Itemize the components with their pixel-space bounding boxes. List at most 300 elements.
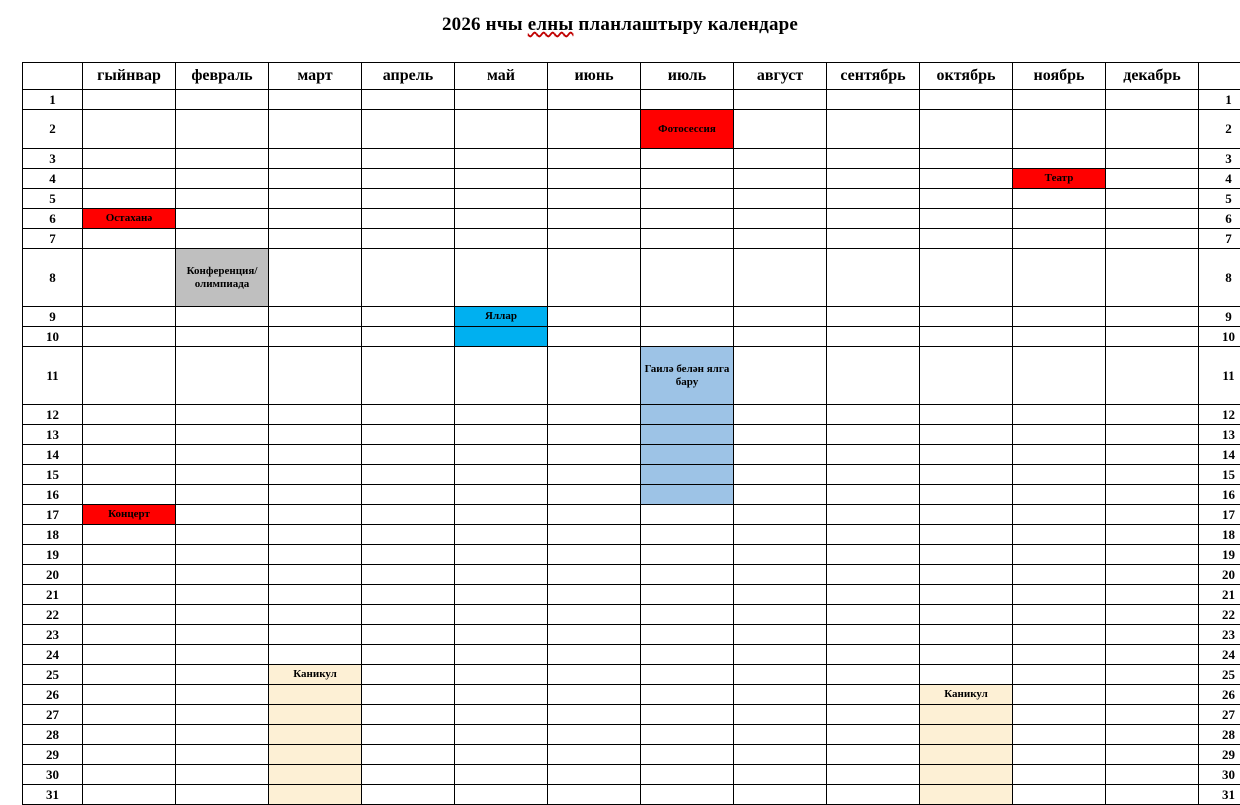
cell-gyjnvar-1[interactable] bbox=[83, 90, 176, 110]
cell-dekabr-28[interactable] bbox=[1106, 725, 1199, 745]
cell-ijun-30[interactable] bbox=[548, 765, 641, 785]
event-yallar-cont[interactable] bbox=[455, 327, 548, 347]
cell-ijun-19[interactable] bbox=[548, 545, 641, 565]
cell-nojabr-18[interactable] bbox=[1013, 525, 1106, 545]
cell-aprel-2[interactable] bbox=[362, 110, 455, 149]
cell-aprel-17[interactable] bbox=[362, 505, 455, 525]
cell-avgust-31[interactable] bbox=[734, 785, 827, 805]
event-kanikul-mart-cont[interactable] bbox=[269, 705, 362, 725]
cell-ijun-13[interactable] bbox=[548, 425, 641, 445]
cell-sentjabr-16[interactable] bbox=[827, 485, 920, 505]
cell-gyjnvar-11[interactable] bbox=[83, 347, 176, 405]
cell-sentjabr-25[interactable] bbox=[827, 665, 920, 685]
cell-ijul-5[interactable] bbox=[641, 189, 734, 209]
cell-maj-30[interactable] bbox=[455, 765, 548, 785]
cell-ijun-24[interactable] bbox=[548, 645, 641, 665]
cell-oktjabr-19[interactable] bbox=[920, 545, 1013, 565]
cell-nojabr-26[interactable] bbox=[1013, 685, 1106, 705]
cell-gyjnvar-30[interactable] bbox=[83, 765, 176, 785]
cell-fevral-18[interactable] bbox=[176, 525, 269, 545]
cell-sentjabr-1[interactable] bbox=[827, 90, 920, 110]
cell-mart-2[interactable] bbox=[269, 110, 362, 149]
event-kanikul-oktjabr-cont[interactable] bbox=[920, 725, 1013, 745]
cell-maj-26[interactable] bbox=[455, 685, 548, 705]
cell-fevral-13[interactable] bbox=[176, 425, 269, 445]
cell-nojabr-6[interactable] bbox=[1013, 209, 1106, 229]
cell-nojabr-28[interactable] bbox=[1013, 725, 1106, 745]
cell-gyjnvar-2[interactable] bbox=[83, 110, 176, 149]
cell-nojabr-13[interactable] bbox=[1013, 425, 1106, 445]
cell-maj-6[interactable] bbox=[455, 209, 548, 229]
cell-avgust-2[interactable] bbox=[734, 110, 827, 149]
cell-ijul-10[interactable] bbox=[641, 327, 734, 347]
cell-nojabr-11[interactable] bbox=[1013, 347, 1106, 405]
cell-oktjabr-2[interactable] bbox=[920, 110, 1013, 149]
cell-ijun-17[interactable] bbox=[548, 505, 641, 525]
cell-aprel-31[interactable] bbox=[362, 785, 455, 805]
cell-sentjabr-14[interactable] bbox=[827, 445, 920, 465]
cell-fevral-3[interactable] bbox=[176, 149, 269, 169]
cell-aprel-27[interactable] bbox=[362, 705, 455, 725]
cell-ijun-11[interactable] bbox=[548, 347, 641, 405]
cell-nojabr-16[interactable] bbox=[1013, 485, 1106, 505]
cell-aprel-9[interactable] bbox=[362, 307, 455, 327]
cell-fevral-1[interactable] bbox=[176, 90, 269, 110]
cell-oktjabr-21[interactable] bbox=[920, 585, 1013, 605]
cell-ijun-18[interactable] bbox=[548, 525, 641, 545]
cell-mart-17[interactable] bbox=[269, 505, 362, 525]
cell-oktjabr-18[interactable] bbox=[920, 525, 1013, 545]
cell-ijul-27[interactable] bbox=[641, 705, 734, 725]
cell-oktjabr-6[interactable] bbox=[920, 209, 1013, 229]
cell-aprel-20[interactable] bbox=[362, 565, 455, 585]
cell-ijun-21[interactable] bbox=[548, 585, 641, 605]
cell-aprel-6[interactable] bbox=[362, 209, 455, 229]
cell-nojabr-27[interactable] bbox=[1013, 705, 1106, 725]
cell-gyjnvar-27[interactable] bbox=[83, 705, 176, 725]
cell-nojabr-15[interactable] bbox=[1013, 465, 1106, 485]
cell-dekabr-6[interactable] bbox=[1106, 209, 1199, 229]
cell-fevral-15[interactable] bbox=[176, 465, 269, 485]
cell-maj-23[interactable] bbox=[455, 625, 548, 645]
cell-aprel-26[interactable] bbox=[362, 685, 455, 705]
cell-ijul-8[interactable] bbox=[641, 249, 734, 307]
cell-gyjnvar-5[interactable] bbox=[83, 189, 176, 209]
cell-maj-20[interactable] bbox=[455, 565, 548, 585]
cell-gyjnvar-26[interactable] bbox=[83, 685, 176, 705]
cell-ijun-31[interactable] bbox=[548, 785, 641, 805]
cell-oktjabr-13[interactable] bbox=[920, 425, 1013, 445]
cell-oktjabr-4[interactable] bbox=[920, 169, 1013, 189]
cell-avgust-21[interactable] bbox=[734, 585, 827, 605]
cell-dekabr-8[interactable] bbox=[1106, 249, 1199, 307]
event-teatr[interactable] bbox=[1013, 169, 1106, 189]
cell-avgust-10[interactable] bbox=[734, 327, 827, 347]
cell-nojabr-23[interactable] bbox=[1013, 625, 1106, 645]
cell-mart-20[interactable] bbox=[269, 565, 362, 585]
cell-aprel-16[interactable] bbox=[362, 485, 455, 505]
cell-dekabr-9[interactable] bbox=[1106, 307, 1199, 327]
cell-ijul-22[interactable] bbox=[641, 605, 734, 625]
cell-aprel-14[interactable] bbox=[362, 445, 455, 465]
cell-nojabr-9[interactable] bbox=[1013, 307, 1106, 327]
cell-ijul-30[interactable] bbox=[641, 765, 734, 785]
cell-ijul-17[interactable] bbox=[641, 505, 734, 525]
cell-fevral-12[interactable] bbox=[176, 405, 269, 425]
cell-fevral-24[interactable] bbox=[176, 645, 269, 665]
cell-maj-5[interactable] bbox=[455, 189, 548, 209]
cell-maj-4[interactable] bbox=[455, 169, 548, 189]
cell-nojabr-17[interactable] bbox=[1013, 505, 1106, 525]
cell-dekabr-2[interactable] bbox=[1106, 110, 1199, 149]
cell-gyjnvar-24[interactable] bbox=[83, 645, 176, 665]
event-yallar[interactable] bbox=[455, 307, 548, 327]
cell-nojabr-14[interactable] bbox=[1013, 445, 1106, 465]
cell-ijun-10[interactable] bbox=[548, 327, 641, 347]
cell-sentjabr-27[interactable] bbox=[827, 705, 920, 725]
cell-fevral-2[interactable] bbox=[176, 110, 269, 149]
cell-nojabr-3[interactable] bbox=[1013, 149, 1106, 169]
cell-sentjabr-10[interactable] bbox=[827, 327, 920, 347]
cell-sentjabr-31[interactable] bbox=[827, 785, 920, 805]
cell-oktjabr-5[interactable] bbox=[920, 189, 1013, 209]
cell-avgust-18[interactable] bbox=[734, 525, 827, 545]
cell-ijul-19[interactable] bbox=[641, 545, 734, 565]
event-fotosessiya[interactable] bbox=[641, 110, 734, 149]
event-ostahana[interactable] bbox=[83, 209, 176, 229]
cell-avgust-19[interactable] bbox=[734, 545, 827, 565]
cell-mart-11[interactable] bbox=[269, 347, 362, 405]
cell-nojabr-21[interactable] bbox=[1013, 585, 1106, 605]
cell-fevral-6[interactable] bbox=[176, 209, 269, 229]
cell-sentjabr-28[interactable] bbox=[827, 725, 920, 745]
cell-mart-15[interactable] bbox=[269, 465, 362, 485]
cell-maj-11[interactable] bbox=[455, 347, 548, 405]
cell-aprel-10[interactable] bbox=[362, 327, 455, 347]
cell-maj-18[interactable] bbox=[455, 525, 548, 545]
cell-oktjabr-12[interactable] bbox=[920, 405, 1013, 425]
cell-aprel-18[interactable] bbox=[362, 525, 455, 545]
cell-mart-1[interactable] bbox=[269, 90, 362, 110]
cell-ijun-27[interactable] bbox=[548, 705, 641, 725]
cell-fevral-5[interactable] bbox=[176, 189, 269, 209]
cell-avgust-17[interactable] bbox=[734, 505, 827, 525]
cell-avgust-28[interactable] bbox=[734, 725, 827, 745]
event-kanikul-mart-cont[interactable] bbox=[269, 725, 362, 745]
cell-sentjabr-11[interactable] bbox=[827, 347, 920, 405]
cell-dekabr-26[interactable] bbox=[1106, 685, 1199, 705]
cell-maj-28[interactable] bbox=[455, 725, 548, 745]
cell-mart-23[interactable] bbox=[269, 625, 362, 645]
cell-mart-19[interactable] bbox=[269, 545, 362, 565]
cell-ijun-4[interactable] bbox=[548, 169, 641, 189]
cell-dekabr-27[interactable] bbox=[1106, 705, 1199, 725]
cell-gyjnvar-3[interactable] bbox=[83, 149, 176, 169]
cell-dekabr-5[interactable] bbox=[1106, 189, 1199, 209]
cell-dekabr-20[interactable] bbox=[1106, 565, 1199, 585]
cell-sentjabr-22[interactable] bbox=[827, 605, 920, 625]
cell-oktjabr-7[interactable] bbox=[920, 229, 1013, 249]
cell-oktjabr-14[interactable] bbox=[920, 445, 1013, 465]
cell-avgust-14[interactable] bbox=[734, 445, 827, 465]
cell-oktjabr-24[interactable] bbox=[920, 645, 1013, 665]
cell-mart-14[interactable] bbox=[269, 445, 362, 465]
cell-sentjabr-20[interactable] bbox=[827, 565, 920, 585]
cell-fevral-22[interactable] bbox=[176, 605, 269, 625]
cell-maj-25[interactable] bbox=[455, 665, 548, 685]
cell-ijul-28[interactable] bbox=[641, 725, 734, 745]
cell-dekabr-25[interactable] bbox=[1106, 665, 1199, 685]
cell-dekabr-22[interactable] bbox=[1106, 605, 1199, 625]
cell-ijul-1[interactable] bbox=[641, 90, 734, 110]
cell-sentjabr-23[interactable] bbox=[827, 625, 920, 645]
cell-ijun-23[interactable] bbox=[548, 625, 641, 645]
cell-maj-13[interactable] bbox=[455, 425, 548, 445]
cell-dekabr-24[interactable] bbox=[1106, 645, 1199, 665]
cell-oktjabr-1[interactable] bbox=[920, 90, 1013, 110]
cell-maj-12[interactable] bbox=[455, 405, 548, 425]
cell-sentjabr-26[interactable] bbox=[827, 685, 920, 705]
event-kanikul-mart[interactable] bbox=[269, 665, 362, 685]
cell-mart-4[interactable] bbox=[269, 169, 362, 189]
cell-aprel-1[interactable] bbox=[362, 90, 455, 110]
cell-sentjabr-17[interactable] bbox=[827, 505, 920, 525]
cell-ijun-14[interactable] bbox=[548, 445, 641, 465]
cell-gyjnvar-15[interactable] bbox=[83, 465, 176, 485]
cell-oktjabr-16[interactable] bbox=[920, 485, 1013, 505]
cell-nojabr-20[interactable] bbox=[1013, 565, 1106, 585]
cell-avgust-15[interactable] bbox=[734, 465, 827, 485]
cell-aprel-22[interactable] bbox=[362, 605, 455, 625]
cell-gyjnvar-12[interactable] bbox=[83, 405, 176, 425]
event-kanikul-oktjabr[interactable] bbox=[920, 685, 1013, 705]
cell-fevral-10[interactable] bbox=[176, 327, 269, 347]
cell-dekabr-17[interactable] bbox=[1106, 505, 1199, 525]
event-kanikul-mart-cont[interactable] bbox=[269, 685, 362, 705]
event-gaila-belan-yalga-baru[interactable] bbox=[641, 347, 734, 405]
cell-avgust-26[interactable] bbox=[734, 685, 827, 705]
cell-gyjnvar-19[interactable] bbox=[83, 545, 176, 565]
cell-sentjabr-5[interactable] bbox=[827, 189, 920, 209]
cell-nojabr-19[interactable] bbox=[1013, 545, 1106, 565]
cell-sentjabr-21[interactable] bbox=[827, 585, 920, 605]
cell-ijul-21[interactable] bbox=[641, 585, 734, 605]
cell-sentjabr-9[interactable] bbox=[827, 307, 920, 327]
cell-gyjnvar-8[interactable] bbox=[83, 249, 176, 307]
cell-fevral-27[interactable] bbox=[176, 705, 269, 725]
cell-fevral-26[interactable] bbox=[176, 685, 269, 705]
cell-sentjabr-18[interactable] bbox=[827, 525, 920, 545]
cell-ijul-20[interactable] bbox=[641, 565, 734, 585]
cell-mart-18[interactable] bbox=[269, 525, 362, 545]
cell-aprel-23[interactable] bbox=[362, 625, 455, 645]
cell-dekabr-31[interactable] bbox=[1106, 785, 1199, 805]
cell-ijun-6[interactable] bbox=[548, 209, 641, 229]
cell-fevral-30[interactable] bbox=[176, 765, 269, 785]
event-gaila-cont[interactable] bbox=[641, 445, 734, 465]
cell-maj-22[interactable] bbox=[455, 605, 548, 625]
cell-avgust-5[interactable] bbox=[734, 189, 827, 209]
cell-oktjabr-10[interactable] bbox=[920, 327, 1013, 347]
cell-aprel-11[interactable] bbox=[362, 347, 455, 405]
cell-maj-7[interactable] bbox=[455, 229, 548, 249]
cell-avgust-16[interactable] bbox=[734, 485, 827, 505]
cell-maj-27[interactable] bbox=[455, 705, 548, 725]
cell-fevral-19[interactable] bbox=[176, 545, 269, 565]
cell-gyjnvar-9[interactable] bbox=[83, 307, 176, 327]
cell-sentjabr-24[interactable] bbox=[827, 645, 920, 665]
cell-dekabr-1[interactable] bbox=[1106, 90, 1199, 110]
cell-avgust-7[interactable] bbox=[734, 229, 827, 249]
cell-sentjabr-4[interactable] bbox=[827, 169, 920, 189]
cell-nojabr-1[interactable] bbox=[1013, 90, 1106, 110]
cell-mart-22[interactable] bbox=[269, 605, 362, 625]
cell-aprel-3[interactable] bbox=[362, 149, 455, 169]
event-kanikul-oktjabr-cont[interactable] bbox=[920, 765, 1013, 785]
cell-maj-31[interactable] bbox=[455, 785, 548, 805]
cell-dekabr-11[interactable] bbox=[1106, 347, 1199, 405]
cell-dekabr-23[interactable] bbox=[1106, 625, 1199, 645]
cell-ijun-2[interactable] bbox=[548, 110, 641, 149]
cell-gyjnvar-18[interactable] bbox=[83, 525, 176, 545]
cell-maj-14[interactable] bbox=[455, 445, 548, 465]
cell-sentjabr-7[interactable] bbox=[827, 229, 920, 249]
cell-mart-8[interactable] bbox=[269, 249, 362, 307]
cell-oktjabr-20[interactable] bbox=[920, 565, 1013, 585]
event-kanikul-oktjabr-cont[interactable] bbox=[920, 705, 1013, 725]
cell-nojabr-22[interactable] bbox=[1013, 605, 1106, 625]
cell-mart-9[interactable] bbox=[269, 307, 362, 327]
event-gaila-cont[interactable] bbox=[641, 405, 734, 425]
cell-dekabr-18[interactable] bbox=[1106, 525, 1199, 545]
cell-ijun-16[interactable] bbox=[548, 485, 641, 505]
cell-ijul-7[interactable] bbox=[641, 229, 734, 249]
cell-ijul-4[interactable] bbox=[641, 169, 734, 189]
cell-fevral-21[interactable] bbox=[176, 585, 269, 605]
cell-aprel-21[interactable] bbox=[362, 585, 455, 605]
cell-ijun-26[interactable] bbox=[548, 685, 641, 705]
cell-gyjnvar-28[interactable] bbox=[83, 725, 176, 745]
cell-dekabr-14[interactable] bbox=[1106, 445, 1199, 465]
cell-aprel-24[interactable] bbox=[362, 645, 455, 665]
cell-maj-17[interactable] bbox=[455, 505, 548, 525]
cell-ijun-9[interactable] bbox=[548, 307, 641, 327]
cell-sentjabr-8[interactable] bbox=[827, 249, 920, 307]
cell-gyjnvar-14[interactable] bbox=[83, 445, 176, 465]
cell-avgust-20[interactable] bbox=[734, 565, 827, 585]
cell-oktjabr-15[interactable] bbox=[920, 465, 1013, 485]
cell-dekabr-10[interactable] bbox=[1106, 327, 1199, 347]
cell-ijun-7[interactable] bbox=[548, 229, 641, 249]
cell-oktjabr-22[interactable] bbox=[920, 605, 1013, 625]
cell-aprel-8[interactable] bbox=[362, 249, 455, 307]
cell-ijul-31[interactable] bbox=[641, 785, 734, 805]
cell-maj-19[interactable] bbox=[455, 545, 548, 565]
cell-avgust-24[interactable] bbox=[734, 645, 827, 665]
cell-gyjnvar-22[interactable] bbox=[83, 605, 176, 625]
cell-nojabr-24[interactable] bbox=[1013, 645, 1106, 665]
cell-nojabr-10[interactable] bbox=[1013, 327, 1106, 347]
cell-sentjabr-30[interactable] bbox=[827, 765, 920, 785]
cell-nojabr-7[interactable] bbox=[1013, 229, 1106, 249]
cell-fevral-16[interactable] bbox=[176, 485, 269, 505]
cell-nojabr-2[interactable] bbox=[1013, 110, 1106, 149]
cell-ijun-20[interactable] bbox=[548, 565, 641, 585]
cell-avgust-6[interactable] bbox=[734, 209, 827, 229]
cell-aprel-7[interactable] bbox=[362, 229, 455, 249]
cell-ijun-8[interactable] bbox=[548, 249, 641, 307]
cell-dekabr-13[interactable] bbox=[1106, 425, 1199, 445]
cell-mart-13[interactable] bbox=[269, 425, 362, 445]
cell-dekabr-3[interactable] bbox=[1106, 149, 1199, 169]
cell-avgust-3[interactable] bbox=[734, 149, 827, 169]
cell-oktjabr-8[interactable] bbox=[920, 249, 1013, 307]
cell-ijun-5[interactable] bbox=[548, 189, 641, 209]
cell-fevral-20[interactable] bbox=[176, 565, 269, 585]
cell-avgust-8[interactable] bbox=[734, 249, 827, 307]
cell-fevral-11[interactable] bbox=[176, 347, 269, 405]
cell-maj-8[interactable] bbox=[455, 249, 548, 307]
cell-fevral-25[interactable] bbox=[176, 665, 269, 685]
cell-avgust-1[interactable] bbox=[734, 90, 827, 110]
cell-gyjnvar-31[interactable] bbox=[83, 785, 176, 805]
cell-fevral-9[interactable] bbox=[176, 307, 269, 327]
cell-oktjabr-11[interactable] bbox=[920, 347, 1013, 405]
cell-nojabr-5[interactable] bbox=[1013, 189, 1106, 209]
cell-fevral-17[interactable] bbox=[176, 505, 269, 525]
cell-avgust-9[interactable] bbox=[734, 307, 827, 327]
cell-ijul-3[interactable] bbox=[641, 149, 734, 169]
cell-gyjnvar-16[interactable] bbox=[83, 485, 176, 505]
cell-fevral-14[interactable] bbox=[176, 445, 269, 465]
cell-gyjnvar-20[interactable] bbox=[83, 565, 176, 585]
cell-dekabr-16[interactable] bbox=[1106, 485, 1199, 505]
cell-fevral-4[interactable] bbox=[176, 169, 269, 189]
cell-mart-16[interactable] bbox=[269, 485, 362, 505]
cell-sentjabr-3[interactable] bbox=[827, 149, 920, 169]
cell-fevral-7[interactable] bbox=[176, 229, 269, 249]
cell-aprel-13[interactable] bbox=[362, 425, 455, 445]
cell-gyjnvar-25[interactable] bbox=[83, 665, 176, 685]
cell-oktjabr-23[interactable] bbox=[920, 625, 1013, 645]
cell-sentjabr-13[interactable] bbox=[827, 425, 920, 445]
cell-avgust-4[interactable] bbox=[734, 169, 827, 189]
event-gaila-cont[interactable] bbox=[641, 425, 734, 445]
cell-nojabr-8[interactable] bbox=[1013, 249, 1106, 307]
cell-aprel-28[interactable] bbox=[362, 725, 455, 745]
cell-sentjabr-6[interactable] bbox=[827, 209, 920, 229]
cell-nojabr-25[interactable] bbox=[1013, 665, 1106, 685]
cell-ijun-1[interactable] bbox=[548, 90, 641, 110]
cell-mart-3[interactable] bbox=[269, 149, 362, 169]
cell-gyjnvar-4[interactable] bbox=[83, 169, 176, 189]
cell-maj-21[interactable] bbox=[455, 585, 548, 605]
cell-gyjnvar-23[interactable] bbox=[83, 625, 176, 645]
event-koncert[interactable] bbox=[83, 505, 176, 525]
cell-avgust-27[interactable] bbox=[734, 705, 827, 725]
cell-ijun-22[interactable] bbox=[548, 605, 641, 625]
cell-dekabr-12[interactable] bbox=[1106, 405, 1199, 425]
cell-mart-12[interactable] bbox=[269, 405, 362, 425]
cell-gyjnvar-13[interactable] bbox=[83, 425, 176, 445]
cell-ijul-6[interactable] bbox=[641, 209, 734, 229]
cell-sentjabr-19[interactable] bbox=[827, 545, 920, 565]
cell-maj-15[interactable] bbox=[455, 465, 548, 485]
cell-sentjabr-15[interactable] bbox=[827, 465, 920, 485]
cell-dekabr-21[interactable] bbox=[1106, 585, 1199, 605]
cell-gyjnvar-21[interactable] bbox=[83, 585, 176, 605]
cell-dekabr-15[interactable] bbox=[1106, 465, 1199, 485]
